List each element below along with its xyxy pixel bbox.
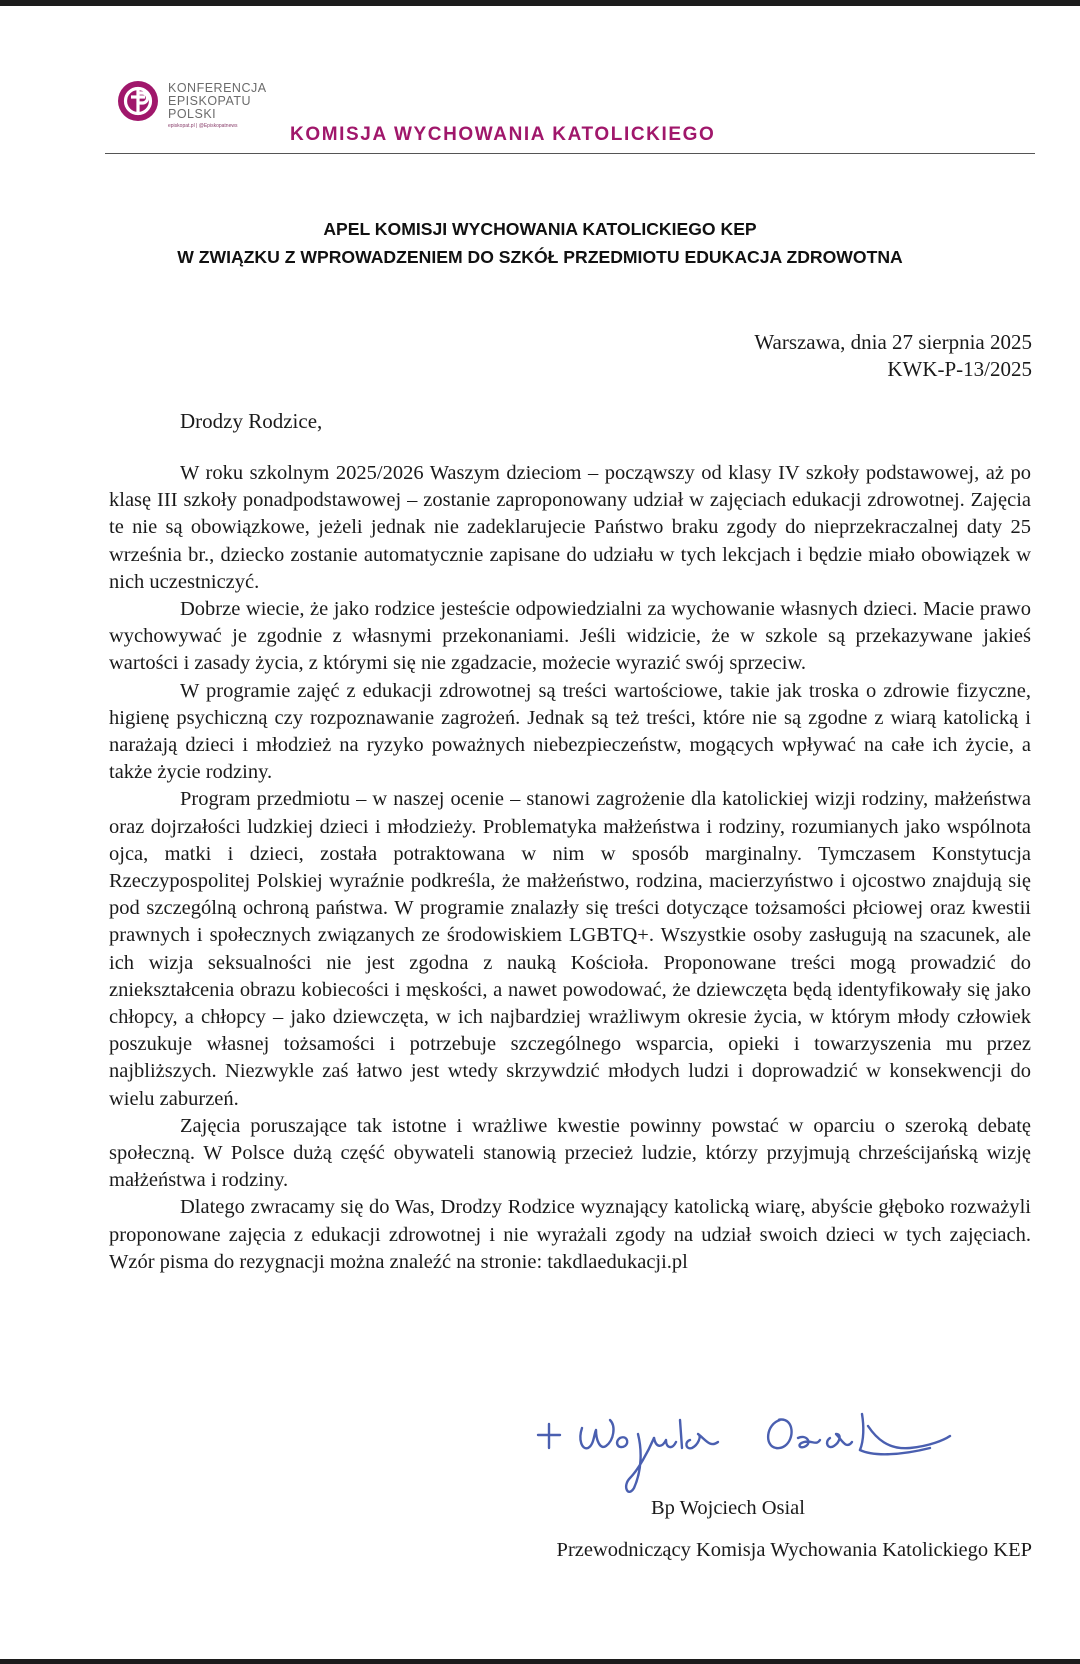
signer-name: Bp Wojciech Osial xyxy=(651,1497,805,1519)
logo-subline: episkopat.pl | @Episkopatnews xyxy=(168,123,238,129)
paragraph: W roku szkolnym 2025/2026 Waszym dzieciom – począwszy od klasy IV szkoły podstawowej, aż po klasę III szkoły ponadpodstawowej – zostanie zaproponowany udział w zajęciach edukacji zdrowotnej. Zajęcia te nie są obowiązkowe, jeżeli jednak nie zadeklarujecie Państwo braku zgody do nieprzekraczalnej daty 25 września br., dziecko zostanie automatycznie zapisane do udziału w tych lekcjach i będzie miało obowiązek w nich uczestniczyć. xyxy=(109,462,1031,593)
top-border xyxy=(0,0,1080,6)
paragraph: Dlatego zwracamy się do Was, Drodzy Rodzice wyznający katolicką wiarę, abyście głęboko rozważyli proponowane zajęcia z edukacji zdrowotnej i nie wyrażali zgody na udział swoich dzieci w tych zajęciach. Wzór pisma do rezygnacji można znaleźć na stronie: takdlaedukacji.pl xyxy=(109,1196,1031,1273)
signer-title: Przewodniczący Komisja Wychowania Katolickiego KEP xyxy=(556,1539,1032,1561)
reference-number: KWK-P-13/2025 xyxy=(887,357,1032,381)
commission-name: KOMISJA WYCHOWANIA KATOLICKIEGO xyxy=(290,124,716,145)
title-line-2: W ZWIĄZKU Z WPROWADZENIEM DO SZKÓŁ PRZEDMIOTU EDUKACJA ZDROWOTNA xyxy=(177,247,903,267)
date-block xyxy=(754,329,1032,383)
title-line-1: APEL KOMISJI WYCHOWANIA KATOLICKIEGO KEP xyxy=(323,219,757,239)
place-date: Warszawa, dnia 27 sierpnia 2025 xyxy=(754,330,1032,354)
logo-line-2: EPISKOPATU xyxy=(168,94,252,108)
paragraph: W programie zajęć z edukacji zdrowotnej są treści wartościowe, takie jak troska o zdrowie fizyczne, higienę psychiczną czy rozpoznawanie zagrożeń. Jednak są też treści, które nie są zgodne z wiarą katolicką i narażają dzieci i młodzież na ryzyko poważnych niebezpieczeństw, mogących wpływać na całe ich życie, a także życie rodziny. xyxy=(109,679,1031,784)
document-title xyxy=(0,215,1080,271)
paragraph: Dobrze wiecie, że jako rodzice jesteście odpowiedzialni za wychowanie własnych dzieci. Macie prawo wychowywać je zgodnie z własnymi przekonaniami. Jeśli widzicie, że w szkole są przekazywane jakieś wartości i zasady życia, z którymi się nie zgadzacie, możecie wyrazić swój sprzeciw. xyxy=(109,598,1031,675)
logo-line-3: POLSKI xyxy=(168,107,217,121)
letter-body xyxy=(109,460,1031,1276)
paragraph: Zajęcia poruszające tak istotne i wrażliwe kwestie powinny powstać w oparciu o szeroką debatę społeczną. W Polsce dużą część obywateli stanowią przecież ludzie, którzy przyjmują chrześcijańską wizję małżeństwa i rodziny. xyxy=(109,1114,1031,1192)
header-rule xyxy=(105,153,1035,154)
logo-wordmark xyxy=(168,82,267,121)
greeting: Drodzy Rodzice, xyxy=(180,409,323,433)
logo-line-1: KONFERENCJA xyxy=(168,81,267,95)
bottom-border xyxy=(0,1659,1080,1664)
kep-logo-icon xyxy=(117,80,159,122)
handwritten-signature xyxy=(530,1390,990,1500)
paragraph: Program przedmiotu – w naszej ocenie – stanowi zagrożenie dla katolickiej wizji rodziny, małżeństwa oraz dojrzałości ludzkiej dzieci i młodzieży. Problematyka małżeństwa i rodziny, rozumianych jako wspólnota ojca, matki i dzieci, została potraktowana w nim w sposób marginalny. Tymczasem Konstytucja Rzeczypospolitej Polskiej wyraźnie podkreśla, że małżeństwo, rodzina, macierzyństwo i ojcostwo znajdują się pod szczególną ochroną państwa. W programie znalazły się treści dotyczące tożsamości płciowej oraz kwestii prawnych i społecznych związanych ze środowiskiem LGBTQ+. Wszystkie osoby zasługują na szacunek, ale ich wizja seksualności nie jest zgodna z nauką Kościoła. Proponowane treści mogą prowadzić do zniekształcenia obrazu kobiecości i męskości, a nawet powodować, że dziewczęta będą identyfikowały się jako chłopcy, a chłopcy – jako dziewczęta, w ich najbardziej wrażliwym okresie życia, w którym młody człowiek poszukuje własnej tożsamości i potrzebuje szczególnego wsparcia, opieki i towarzyszenia mu przez najbliższych. Niezwykle zaś łatwo jest wtedy skrzywdzić młodych ludzi i doprowadzić w konsekwencji do wielu zaburzeń. xyxy=(109,788,1031,1110)
